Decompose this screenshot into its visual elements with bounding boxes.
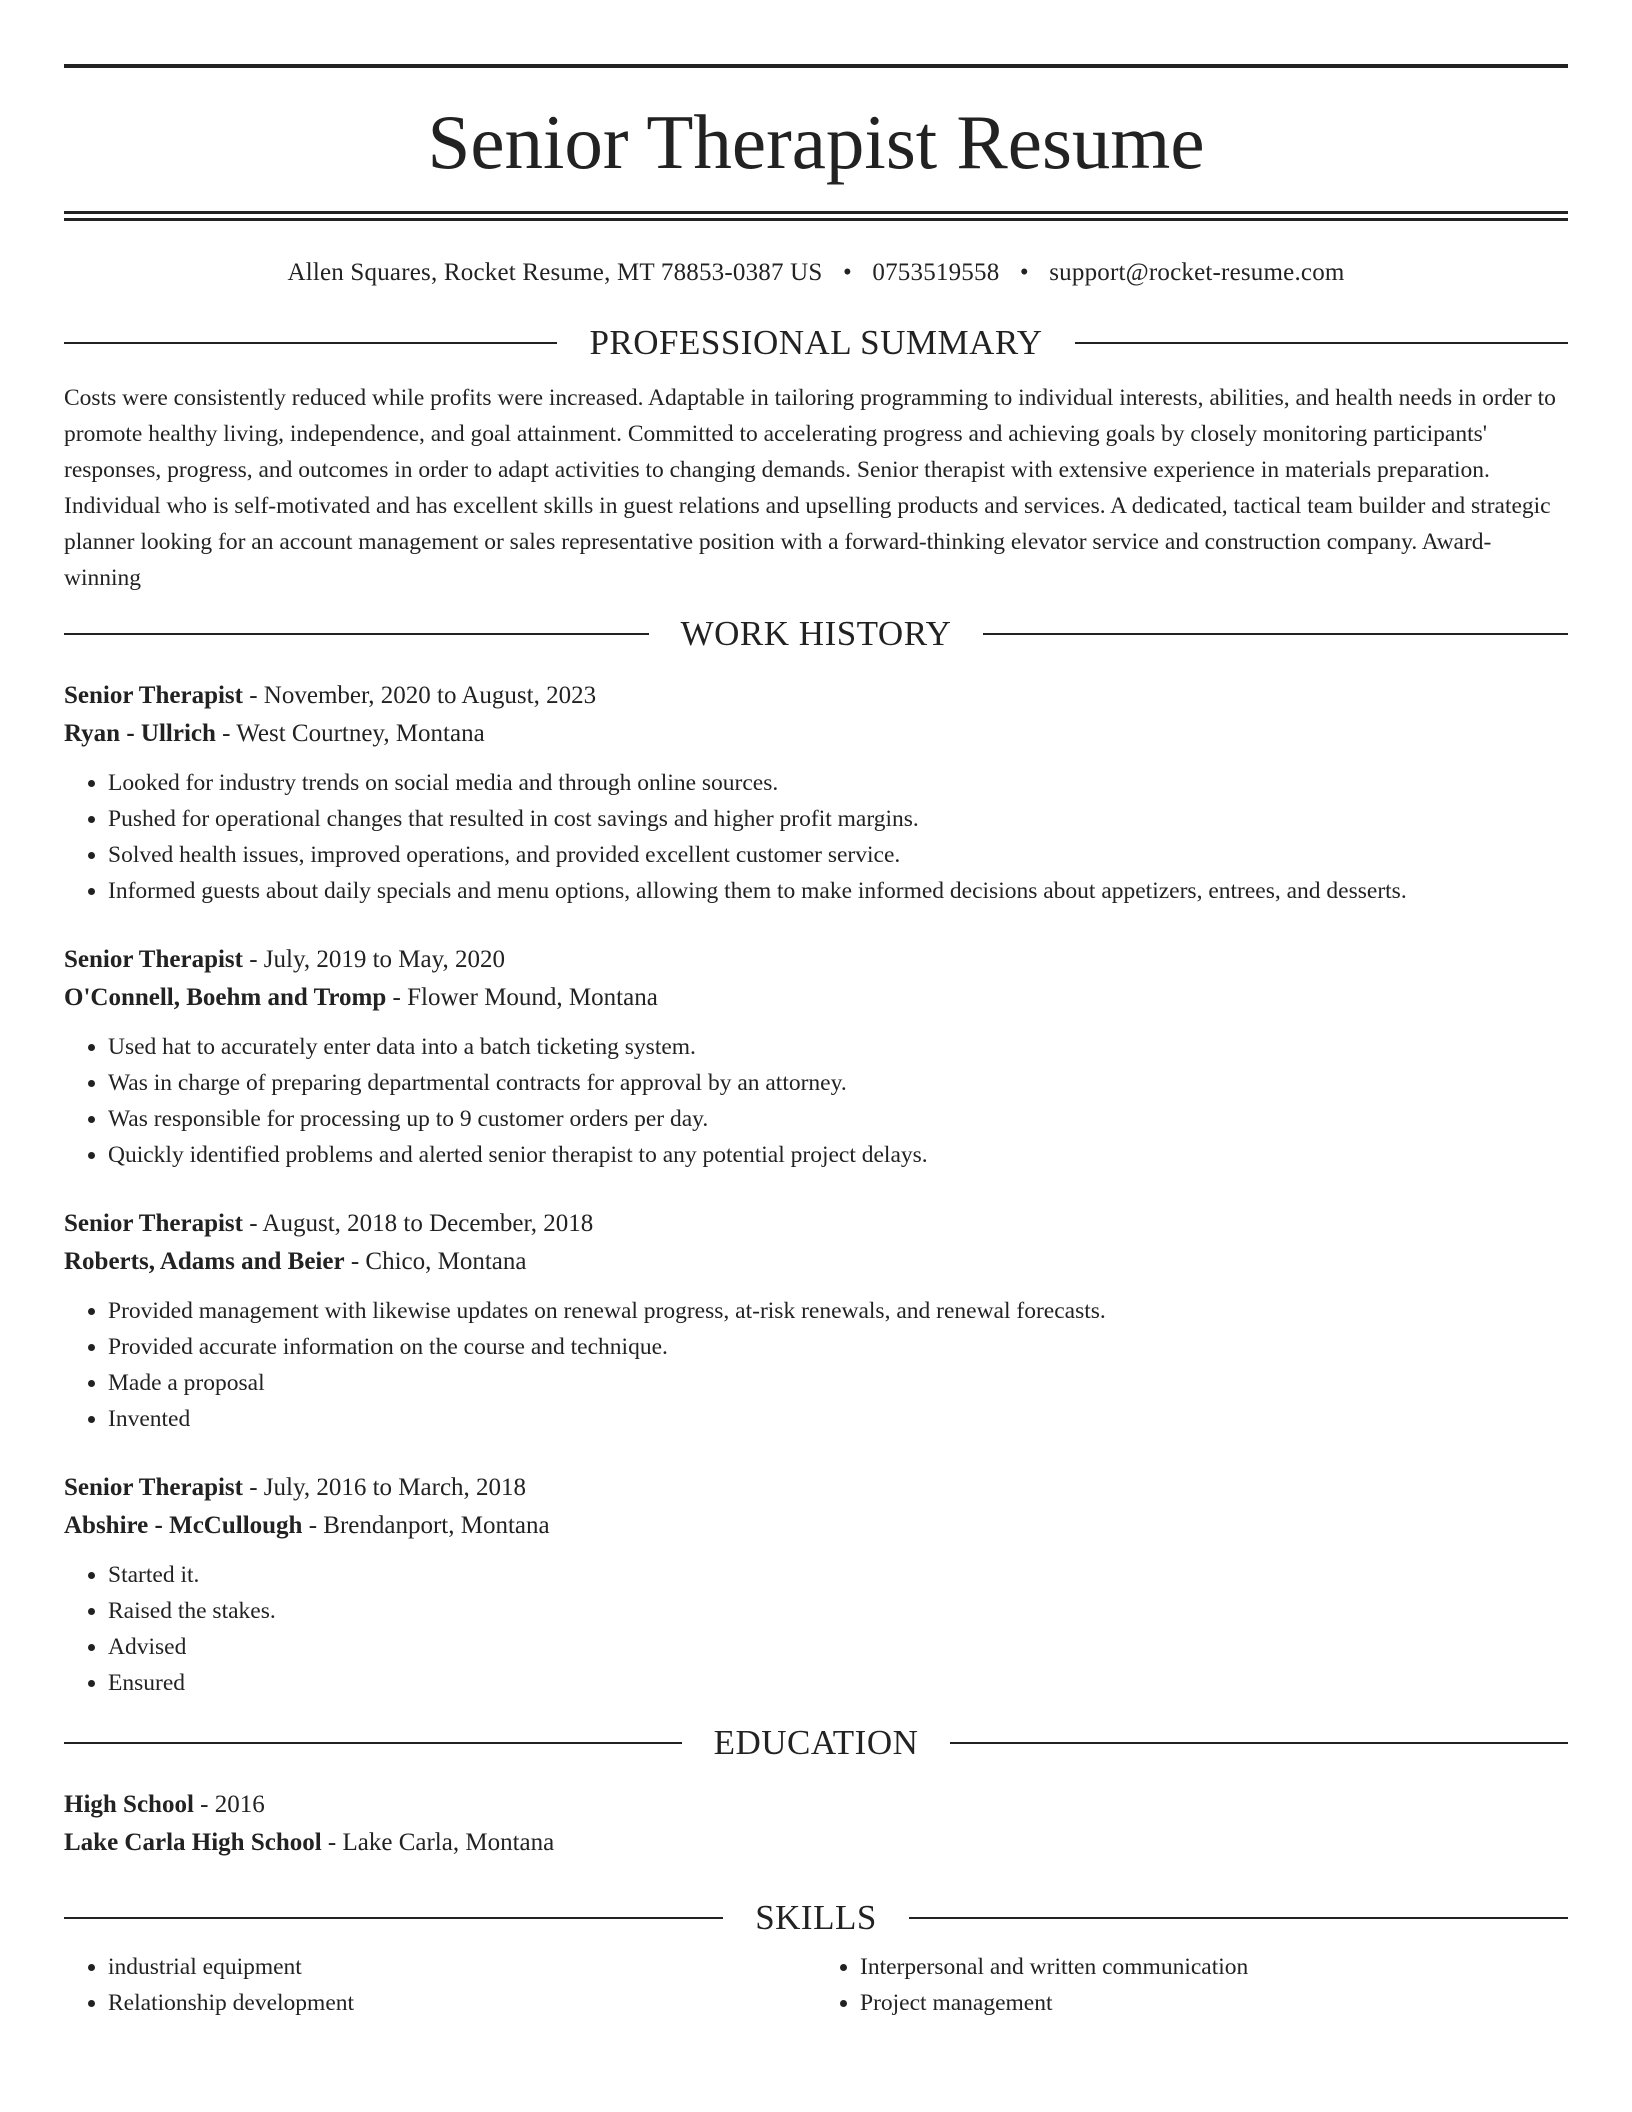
job-location: - Flower Mound, Montana [386, 984, 658, 1011]
job-title: Senior Therapist [64, 682, 243, 709]
job-company: Roberts, Adams and Beier [64, 1248, 345, 1275]
skill-item: • industrial equipment [108, 1949, 816, 1985]
job-bullets [64, 765, 1568, 909]
job-location: - Brendanport, Montana [302, 1512, 550, 1539]
job-bullet: • Looked for industry trends on social media and through online sources. [108, 765, 1568, 801]
education-section-heading [64, 1725, 1568, 1760]
education-location: - Lake Carla, Montana [321, 1829, 555, 1856]
job-title: Senior Therapist [64, 946, 243, 973]
job-bullet: • Provided accurate information on the course and technique. [108, 1329, 1568, 1365]
skill-item: • Interpersonal and written communication [860, 1949, 1568, 1985]
job-bullet: • Provided management with likewise updates on renewal progress, at-risk renewals, and renewal forecasts. [108, 1293, 1568, 1329]
job-location: - Chico, Montana [344, 1248, 527, 1275]
heading-rule-right [909, 1917, 1568, 1919]
job-bullet: • Invented [108, 1401, 1568, 1437]
resume-title: Senior Therapist Resume [427, 99, 1205, 185]
education-degree: High School [64, 1791, 194, 1818]
work-history-section-heading [64, 616, 1568, 651]
job-bullet: • Raised the stakes. [108, 1593, 1568, 1629]
job-bullets [64, 1293, 1568, 1437]
job-title-line [64, 677, 1568, 715]
education-heading-label: EDUCATION [713, 1723, 919, 1762]
job-bullet: • Made a proposal [108, 1365, 1568, 1401]
contact-address: Allen Squares, Rocket Resume, MT 78853-0387 US [287, 259, 823, 286]
work-history-heading-label: WORK HISTORY [680, 614, 952, 653]
job-bullet: • Informed guests about daily specials and menu options, allowing them to make informed decisions about appetizers, entrees, and desserts. [108, 873, 1568, 909]
job-bullet: • Pushed for operational changes that resulted in cost savings and higher profit margins. [108, 801, 1568, 837]
title-double-rule [64, 211, 1568, 221]
job-location: - West Courtney, Montana [215, 720, 485, 747]
job-title: Senior Therapist [64, 1474, 243, 1501]
job-bullet: • Started it. [108, 1557, 1568, 1593]
skill-item: • Project management [860, 1985, 1568, 2021]
job-company-line [64, 1507, 1568, 1545]
education-year: - 2016 [193, 1791, 265, 1818]
heading-rule-right [950, 1742, 1568, 1744]
job-bullets [64, 1029, 1568, 1173]
skills-list-left [64, 1949, 816, 2021]
job-entry [64, 1205, 1568, 1437]
job-title: Senior Therapist [64, 1210, 243, 1237]
job-bullet: • Advised [108, 1629, 1568, 1665]
education-school: Lake Carla High School [64, 1829, 322, 1856]
job-entry [64, 677, 1568, 909]
job-company-line [64, 979, 1568, 1017]
contact-separator: • [1019, 259, 1029, 286]
education-degree-line [64, 1786, 1568, 1824]
contact-line [64, 259, 1568, 287]
education-school-line [64, 1824, 1568, 1862]
job-bullet: • Quickly identified problems and alerted senior therapist to any potential project delays. [108, 1137, 1568, 1173]
job-bullets [64, 1557, 1568, 1701]
job-bullet: • Used hat to accurately enter data into a batch ticketing system. [108, 1029, 1568, 1065]
job-title-line [64, 941, 1568, 979]
education-entry [64, 1786, 1568, 1862]
job-company-line [64, 1243, 1568, 1281]
heading-rule-right [983, 633, 1568, 635]
job-dates: - July, 2016 to March, 2018 [242, 1474, 527, 1501]
job-bullet: • Solved health issues, improved operations, and provided excellent customer service. [108, 837, 1568, 873]
contact-email: support@rocket-resume.com [1049, 259, 1345, 286]
contact-phone: 0753519558 [872, 259, 1000, 286]
job-entry [64, 941, 1568, 1173]
skill-item: • Relationship development [108, 1985, 816, 2021]
heading-rule-left [64, 342, 557, 344]
job-title-line [64, 1205, 1568, 1243]
job-dates: - July, 2019 to May, 2020 [242, 946, 505, 973]
professional-summary-text: Costs were consistently reduced while profits were increased. Adaptable in tailoring programming to individual interests, abilities, and health needs in order to promote healthy living, independence, and goal attainment. Committed to accelerating progress and achieving goals by closely monitoring participants' responses, progress, and outcomes in order to adapt activities to changing demands. Senior therapist with extensive experience in materials preparation. Individual who is self-motivated and has excellent skills in guest relations and upselling products and services. A dedicated, tactical team builder and strategic planner looking for an account management or sales representative position with a forward-thinking elevator service and construction company. Award-winning [64, 385, 1556, 591]
job-bullet: • Ensured [108, 1665, 1568, 1701]
job-company-line [64, 715, 1568, 753]
heading-rule-left [64, 1742, 682, 1744]
job-dates: - November, 2020 to August, 2023 [242, 682, 597, 709]
skills-section-heading [64, 1900, 1568, 1935]
skills-grid [64, 1949, 1568, 2021]
job-title-line [64, 1469, 1568, 1507]
contact-separator: • [842, 259, 852, 286]
job-company: Abshire - McCullough [64, 1512, 303, 1539]
job-bullet: • Was in charge of preparing departmental contracts for approval by an attorney. [108, 1065, 1568, 1101]
skills-heading-label: SKILLS [755, 1898, 877, 1937]
heading-rule-left [64, 1917, 723, 1919]
skills-list-right [816, 1949, 1568, 2021]
job-company: Ryan - Ullrich [64, 720, 216, 747]
job-bullet: • Was responsible for processing up to 9 customer orders per day. [108, 1101, 1568, 1137]
job-company: O'Connell, Boehm and Tromp [64, 984, 387, 1011]
heading-rule-left [64, 633, 649, 635]
summary-heading-label: PROFESSIONAL SUMMARY [589, 323, 1043, 362]
top-rule [64, 64, 1568, 68]
job-dates: - August, 2018 to December, 2018 [242, 1210, 594, 1237]
summary-section-heading [64, 325, 1568, 360]
heading-rule-right [1075, 342, 1568, 344]
job-entry [64, 1469, 1568, 1701]
